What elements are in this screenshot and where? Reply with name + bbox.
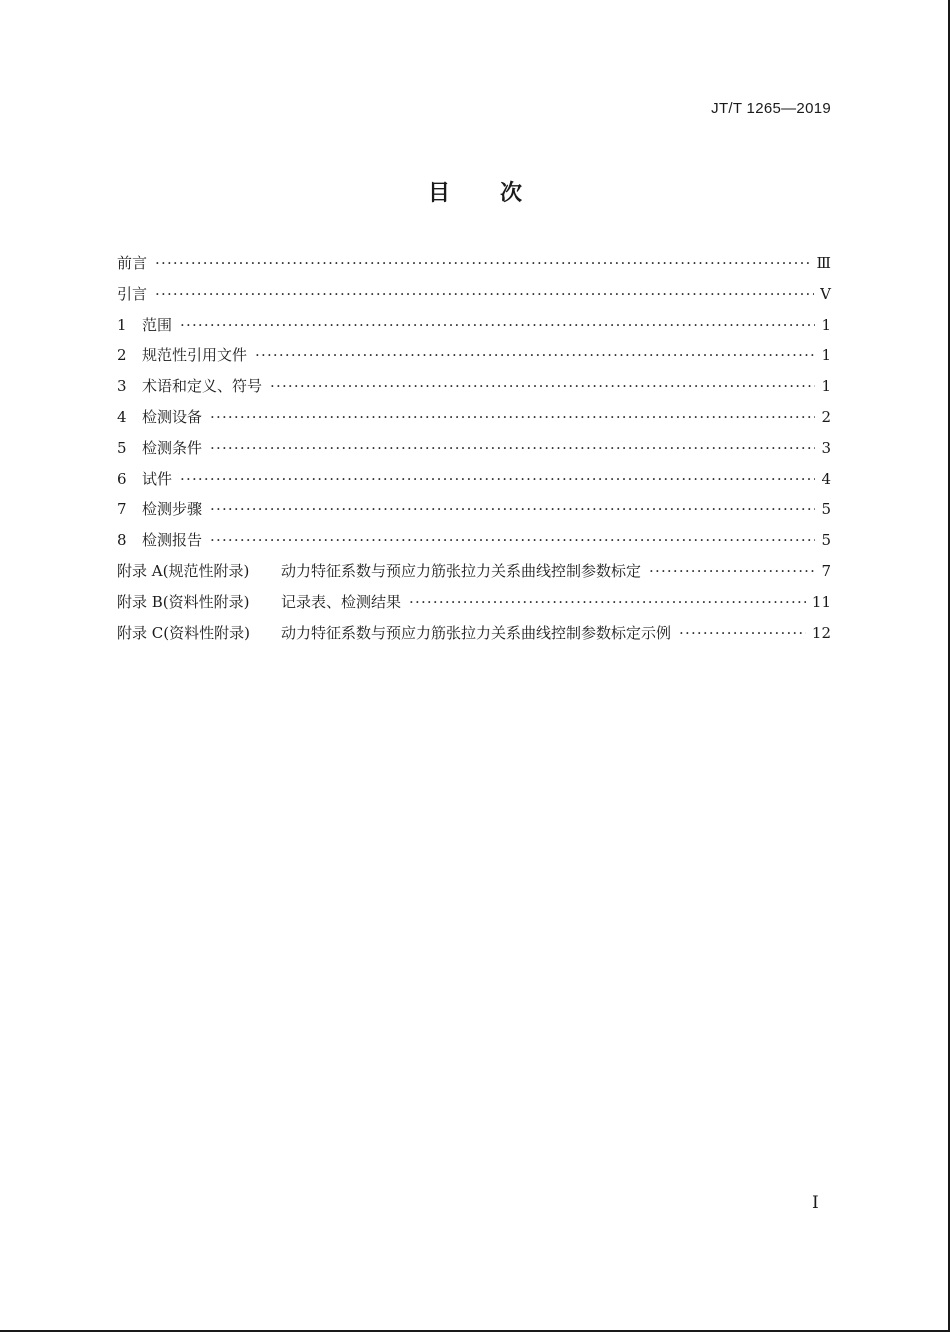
toc-page-number: 2 bbox=[821, 407, 831, 426]
table-of-contents bbox=[117, 248, 831, 648]
toc-entry-1[interactable] bbox=[117, 310, 831, 341]
title-char-2: 次 bbox=[500, 181, 523, 206]
toc-label: 检测条件 bbox=[142, 438, 203, 457]
annex-id: 附录 C(资料性附录) bbox=[117, 623, 250, 642]
toc-page-number: 4 bbox=[821, 469, 831, 488]
toc-section-number: 2 bbox=[117, 346, 127, 365]
toc-section-number: 5 bbox=[117, 438, 127, 457]
toc-page-number: 1 bbox=[821, 377, 831, 396]
toc-section-number: 1 bbox=[117, 315, 127, 334]
toc-label: 动力特征系数与预应力筋张拉力关系曲线控制参数标定 bbox=[281, 561, 642, 580]
toc-section-number: 6 bbox=[117, 469, 127, 488]
dot-leader bbox=[155, 248, 811, 279]
dot-leader bbox=[679, 618, 806, 649]
annex-id: 附录 B(资料性附录) bbox=[117, 592, 250, 611]
dot-leader bbox=[649, 556, 815, 587]
toc-label: 记录表、检测结果 bbox=[281, 592, 402, 611]
toc-page-number: 12 bbox=[811, 623, 831, 642]
toc-label: 范围 bbox=[142, 315, 173, 334]
dot-leader bbox=[155, 279, 814, 310]
toc-label: 动力特征系数与预应力筋张拉力关系曲线控制参数标定示例 bbox=[281, 623, 672, 642]
dot-leader bbox=[210, 494, 815, 525]
toc-page-number: 5 bbox=[821, 531, 831, 550]
toc-page-number: Ⅴ bbox=[820, 284, 831, 303]
dot-leader bbox=[180, 464, 815, 495]
toc-entry-introduction[interactable] bbox=[117, 279, 831, 310]
dot-leader bbox=[210, 402, 815, 433]
page-number: I bbox=[812, 1193, 819, 1213]
toc-section-number: 4 bbox=[117, 407, 127, 426]
toc-page-number: 5 bbox=[821, 500, 831, 519]
toc-section-number: 8 bbox=[117, 531, 127, 550]
toc-page-number: 1 bbox=[821, 315, 831, 334]
page-title bbox=[0, 176, 950, 207]
toc-page-number: 1 bbox=[821, 346, 831, 365]
toc-label: 术语和定义、符号 bbox=[142, 377, 263, 396]
toc-entry-8[interactable] bbox=[117, 525, 831, 556]
annex-id: 附录 A(规范性附录) bbox=[117, 561, 250, 580]
toc-page-number: Ⅲ bbox=[816, 254, 831, 272]
toc-label: 试件 bbox=[142, 469, 173, 488]
toc-section-number: 7 bbox=[117, 500, 127, 519]
dot-leader bbox=[409, 587, 806, 618]
dot-leader bbox=[210, 433, 815, 464]
toc-label: 检测设备 bbox=[142, 407, 203, 426]
dot-leader bbox=[210, 525, 815, 556]
toc-page-number: 3 bbox=[821, 438, 831, 457]
toc-label: 前言 bbox=[117, 254, 148, 272]
toc-entry-5[interactable] bbox=[117, 433, 831, 464]
dot-leader bbox=[270, 371, 815, 402]
toc-entry-2[interactable] bbox=[117, 340, 831, 371]
dot-leader bbox=[255, 340, 815, 371]
toc-entry-annex-a[interactable] bbox=[117, 556, 831, 587]
toc-label: 检测步骤 bbox=[142, 500, 203, 519]
toc-page-number: 11 bbox=[811, 592, 831, 611]
toc-section-number: 3 bbox=[117, 377, 127, 396]
toc-entry-7[interactable] bbox=[117, 494, 831, 525]
toc-page-number: 7 bbox=[821, 561, 831, 580]
toc-label: 规范性引用文件 bbox=[142, 346, 248, 365]
standard-code: JT/T 1265—2019 bbox=[711, 100, 831, 117]
toc-entry-4[interactable] bbox=[117, 402, 831, 433]
toc-entry-3[interactable] bbox=[117, 371, 831, 402]
toc-entry-annex-b[interactable] bbox=[117, 587, 831, 618]
toc-label: 检测报告 bbox=[142, 531, 203, 550]
toc-entry-6[interactable] bbox=[117, 464, 831, 495]
toc-entry-foreword[interactable] bbox=[117, 248, 831, 279]
title-char-1: 目 bbox=[427, 181, 450, 206]
toc-entry-annex-c[interactable] bbox=[117, 618, 831, 649]
dot-leader bbox=[180, 310, 815, 341]
toc-label: 引言 bbox=[117, 284, 148, 303]
